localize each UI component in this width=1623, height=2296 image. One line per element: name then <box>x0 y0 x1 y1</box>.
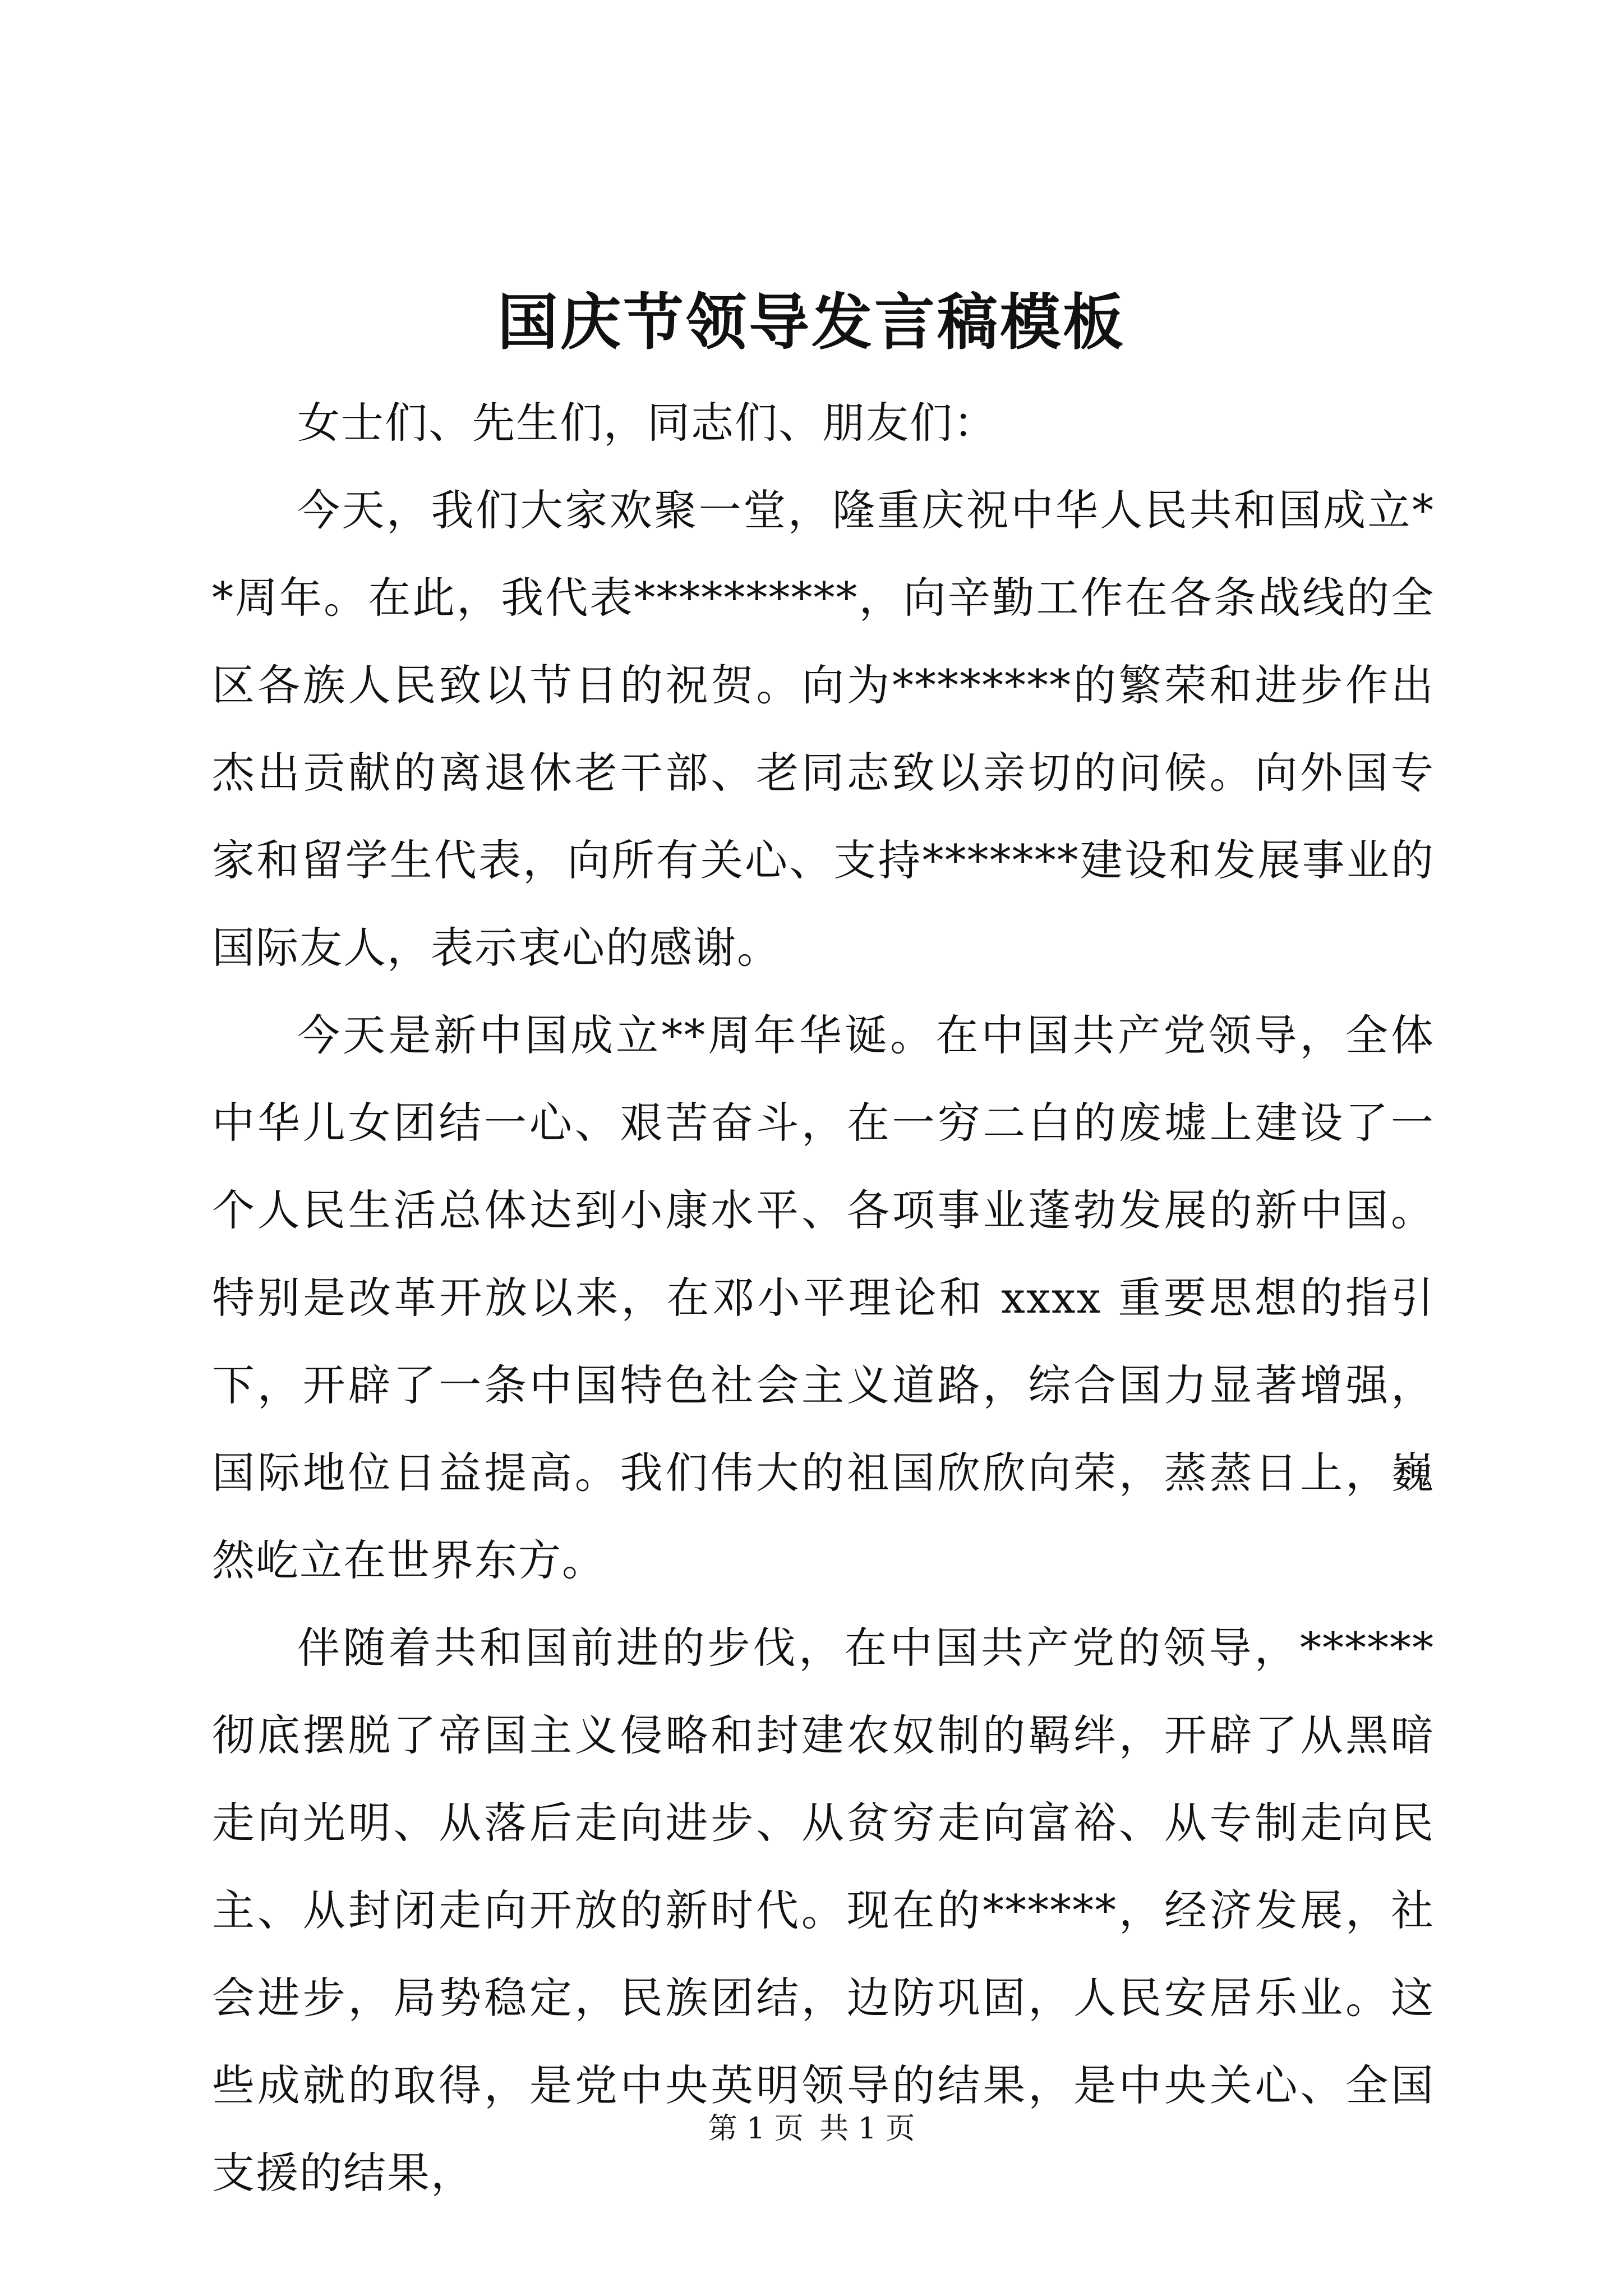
paragraph-3: 伴随着共和国前进的步伐，在中国共产党的领导，******彻底摆脱了帝国主义侵略和封建农奴制的羁绊，开辟了从黑暗走向光明、从落后走向进步、从贫穷走向富裕、从专制走向民主、从封闭走向开放的新时代。现在的******，经济发展，社会进步，局势稳定，民族团结，边防巩固，人民安居乐业。这些成就的取得，是党中央英明领导的结果，是中央关心、全国支援的结果， <box>212 1623 1435 2198</box>
document-body <box>212 379 1435 2217</box>
page-footer <box>0 2109 1623 2148</box>
page-total: 共 1 页 <box>819 2112 915 2146</box>
paragraph-1: 今天，我们大家欢聚一堂，隆重庆祝中华人民共和国成立**周年。在此，我代表**********，向辛勤工作在各条战线的全区各族人民致以节日的祝贺。向为********的繁荣和进步作出杰出贡献的离退休老干部、老同志致以亲切的问候。向外国专家和留学生代表，向所有关心、支持*******建设和发展事业的国际友人，表示衷心的感谢。 <box>212 485 1435 973</box>
paragraph-greeting: 女士们、先生们，同志们、朋友们： <box>297 398 997 448</box>
page-number: 第 1 页 <box>708 2112 804 2146</box>
document-title: 国庆节领导发言稿模板 <box>497 287 1126 358</box>
paragraph-2: 今天是新中国成立**周年华诞。在中国共产党领导，全体中华儿女团结一心、艰苦奋斗，在一穷二白的废墟上建设了一个人民生活总体达到小康水平、各项事业蓬勃发展的新中国。特别是改革开放以来，在邓小平理论和 xxxx 重要思想的指引下，开辟了一条中国特色社会主义道路，综合国力显著增强，国际地位日益提高。我们伟大的祖国欣欣向荣，蒸蒸日上，巍然屹立在世界东方。 <box>212 1010 1435 1585</box>
